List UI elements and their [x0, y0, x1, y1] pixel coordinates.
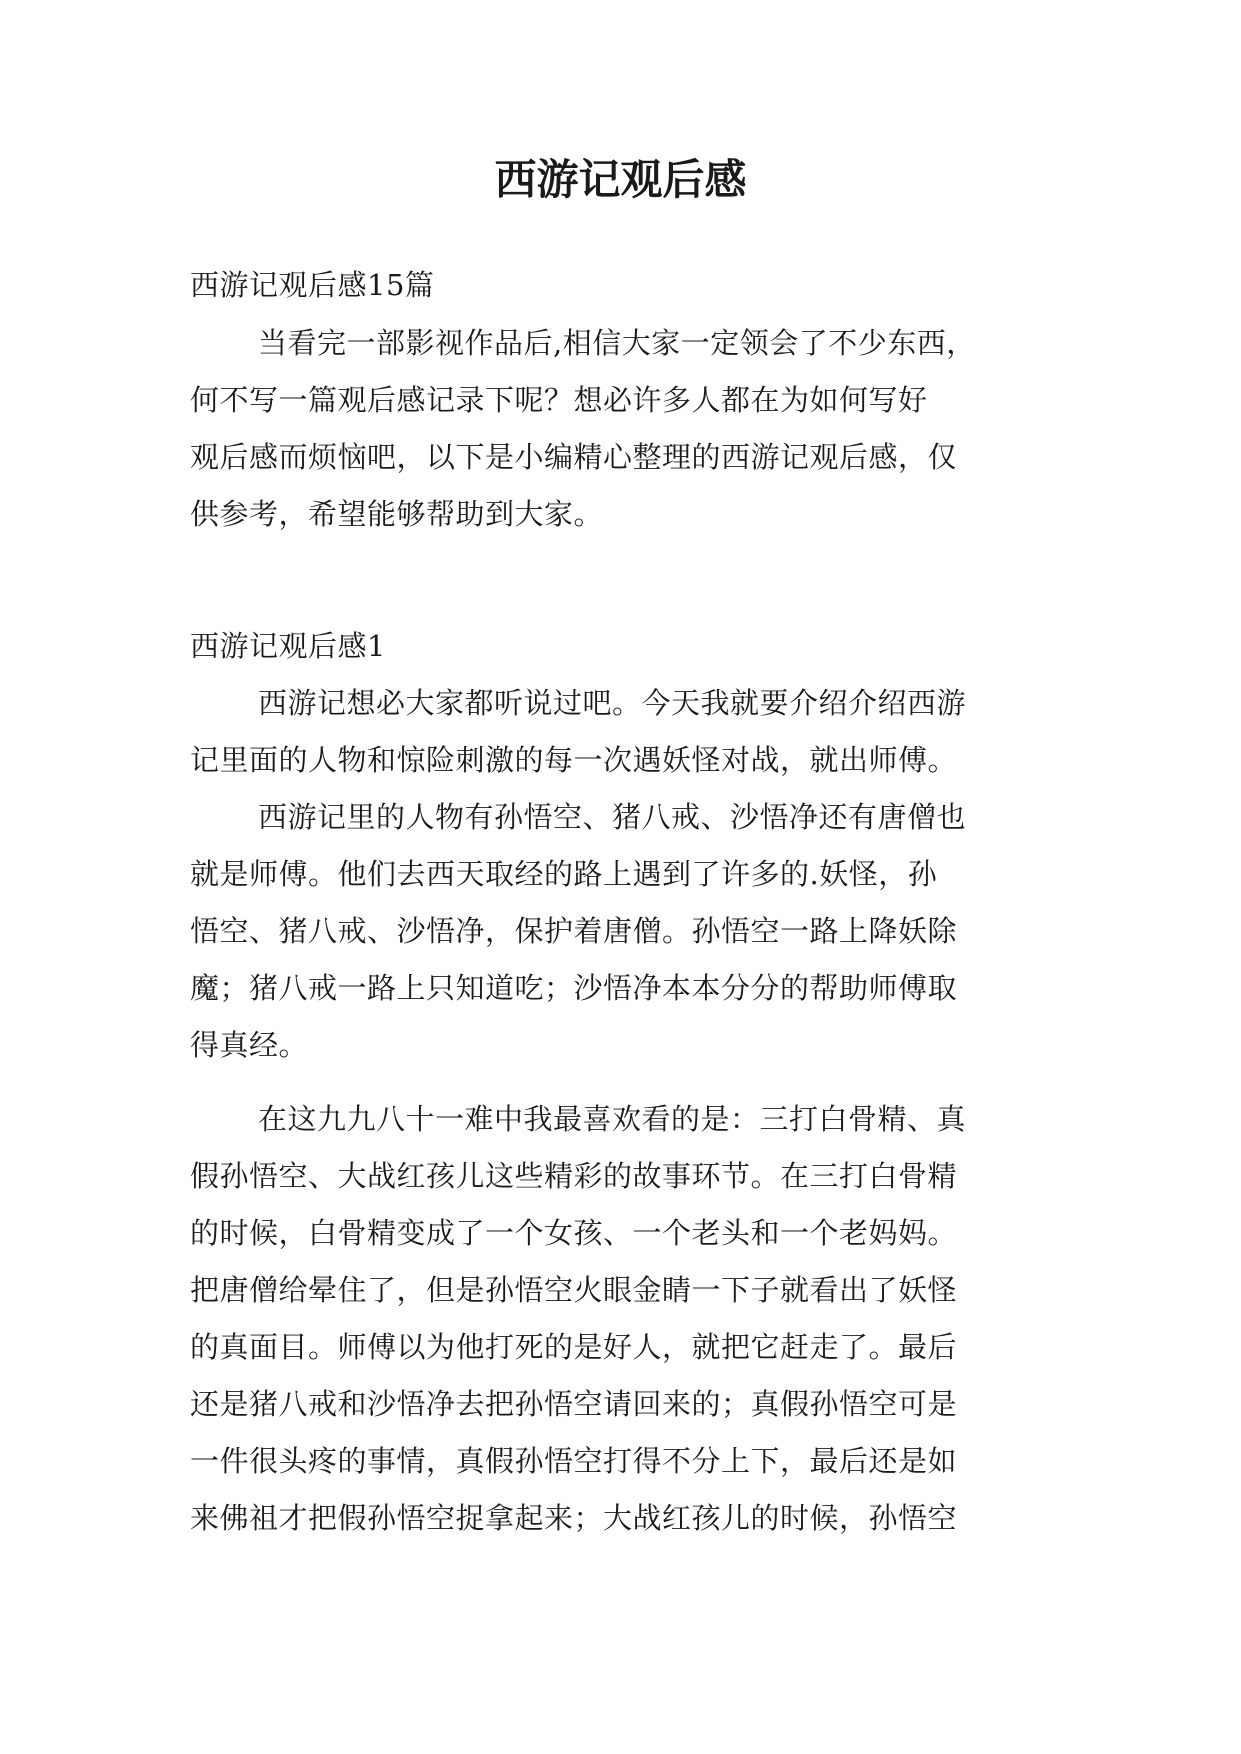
para3-line-8: 来佛祖才把假孙悟空捉拿起来；大战红孩儿的时候，孙悟空: [190, 1501, 958, 1535]
para3-line-7: 一件很头疼的事情，真假孙悟空打得不分上下，最后还是如: [190, 1444, 958, 1478]
para3-line-2: 假孙悟空、大战红孩儿这些精彩的故事环节。在三打白骨精: [190, 1159, 958, 1193]
document-title: 西游记观后感: [494, 155, 747, 204]
para2-line-2: 就是师傅。他们去西天取经的路上遇到了许多的.妖怪，孙: [190, 857, 938, 891]
para2-line-3: 悟空、猪八戒、沙悟净，保护着唐僧。孙悟空一路上降妖除: [190, 914, 958, 948]
para2-line-5: 得真经。: [190, 1028, 309, 1062]
section-heading: 西游记观后感1: [190, 629, 386, 663]
intro-line-1: 当看完一部影视作品后,相信大家一定领会了不少东西，: [258, 326, 976, 360]
intro-line-2: 何不写一篇观后感记录下呢？想必许多人都在为如何写好: [190, 383, 928, 417]
para3-line-3: 的时候，白骨精变成了一个女孩、一个老头和一个老妈妈。: [190, 1216, 958, 1250]
intro-line-4: 供参考，希望能够帮助到大家。: [190, 497, 604, 531]
subtitle: 西游记观后感15篇: [190, 268, 435, 302]
para3-line-4: 把唐僧给晕住了，但是孙悟空火眼金睛一下子就看出了妖怪: [190, 1273, 958, 1307]
para1-line-1: 西游记想必大家都听说过吧。今天我就要介绍介绍西游: [258, 686, 967, 720]
para2-line-4: 魔；猪八戒一路上只知道吃；沙悟净本本分分的帮助师傅取: [190, 971, 958, 1005]
para2-line-1: 西游记里的人物有孙悟空、猪八戒、沙悟净还有唐僧也: [258, 800, 967, 834]
para3-line-5: 的真面目。师傅以为他打死的是好人，就把它赶走了。最后: [190, 1330, 958, 1364]
para3-line-6: 还是猪八戒和沙悟净去把孙悟空请回来的；真假孙悟空可是: [190, 1387, 958, 1421]
para3-line-1: 在这九九八十一难中我最喜欢看的是：三打白骨精、真: [258, 1102, 967, 1136]
intro-line-3: 观后感而烦恼吧，以下是小编精心整理的西游记观后感，仅: [190, 440, 958, 474]
para1-line-2: 记里面的人物和惊险刺激的每一次遇妖怪对战，就出师傅。: [190, 743, 958, 777]
